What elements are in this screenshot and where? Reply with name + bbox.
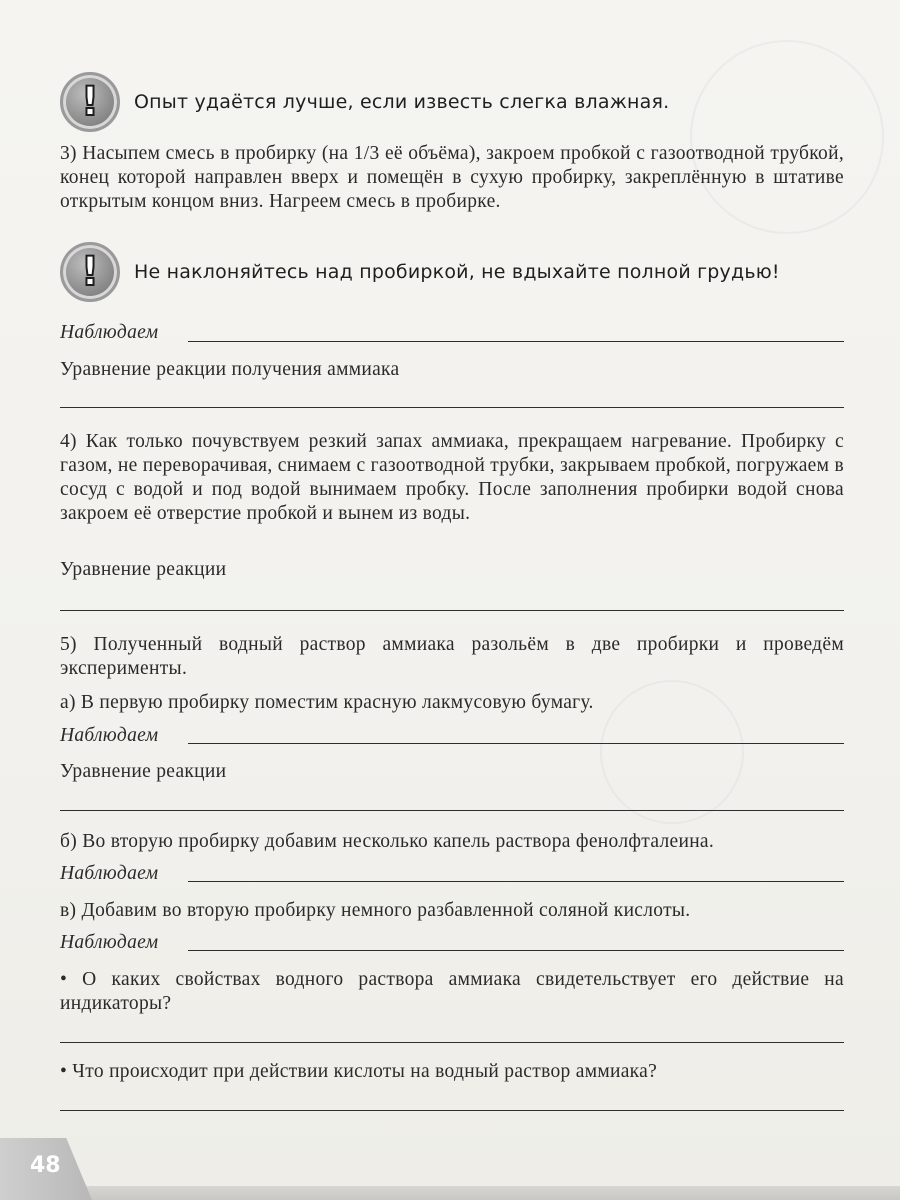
warning-note (60, 72, 669, 132)
observe-label: Наблюдаем (60, 863, 159, 884)
answer-line[interactable] (60, 810, 844, 811)
answer-line[interactable] (188, 881, 844, 882)
warning-note (60, 242, 780, 302)
warning-text: Опыт удаётся лучше, если известь слегка влажная. (134, 91, 670, 113)
observe-label: Наблюдаем (60, 932, 159, 953)
step-5c: в) Добавим во вторую пробирку немного разбавленной соляной кислоты. (60, 900, 691, 921)
step-5b: б) Во вторую пробирку добавим несколько капель раствора фенолфталеина. (60, 831, 715, 852)
exclamation-icon: ! (60, 72, 120, 132)
answer-line[interactable] (188, 341, 844, 342)
observe-label: Наблюдаем (60, 725, 159, 746)
step-5-instructions: 5) Полученный водный раствор аммиака разольём в две пробирки и проведём эксперименты. (60, 634, 844, 679)
answer-line[interactable] (60, 1110, 844, 1111)
show-through-circle (600, 680, 744, 824)
step-3-instructions: 3) Насыпем смесь в пробирку (на 1/3 её объёма), закроем пробкой с газоотводной трубкой, конец которой направлен вверх и помещён в сухую пробирку, закреплённую в штативе открытым концом вниз. Нагреем смесь в пробирке. (60, 143, 844, 212)
equation-prompt: Уравнение реакции (60, 559, 227, 580)
exclamation-icon: ! (60, 242, 120, 302)
answer-line[interactable] (60, 1042, 844, 1043)
answer-line[interactable] (188, 743, 844, 744)
step-4-instructions: 4) Как только почувствуем резкий запах аммиака, прекращаем нагревание. Пробирку с газом, не переворачивая, снимаем с газоотводной трубки, закрываем пробкой, погружаем в сосуд с водой и под водой вынимаем пробку. После заполнения пробирки водой снова закроем её отверстие пробкой и вынем из воды. (60, 431, 844, 524)
warning-text: Не наклоняйтесь над пробиркой, не вдыхайте полной грудью! (134, 261, 780, 283)
equation-prompt: Уравнение реакции получения аммиака (60, 359, 400, 380)
page-bottom-band (0, 1186, 900, 1200)
page-number: 48 (30, 1153, 61, 1178)
answer-line[interactable] (60, 407, 844, 408)
answer-line[interactable] (60, 610, 844, 611)
answer-line[interactable] (188, 950, 844, 951)
question-indicators: • О каких свойствах водного раствора аммиака свидетельствует его действие на индикаторы? (60, 969, 844, 1014)
equation-prompt: Уравнение реакции (60, 761, 227, 782)
step-5a: а) В первую пробирку поместим красную лакмусовую бумагу. (60, 692, 594, 713)
question-acid: • Что происходит при действии кислоты на водный раствор аммиака? (60, 1061, 658, 1082)
observe-label: Наблюдаем (60, 322, 159, 343)
